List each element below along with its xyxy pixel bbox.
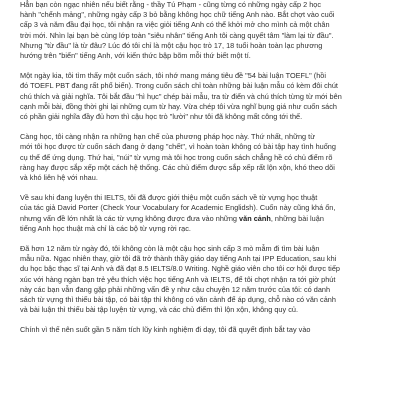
text-line-with-bold: nhưng vấn đề lớn nhất là các từ vựng không được đưa vào những văn cảnh, những bài luận — [20, 213, 324, 223]
text-line: mẫu nữa. Ngạc nhiên thay, giờ tôi đã trở thành thầy giáo dạy tiếng Anh tại IPP Education, sau khi — [20, 254, 337, 264]
text-line: và bài luận thì thiếu bài tập luyện từ vựng, và các chủ điểm thì lộn xộn, không quy củ. — [20, 305, 299, 315]
text-line: cụ thể để ứng dụng. Thứ hai, "núi" từ vựng mà tôi học trong cuốn sách chẳng hề có chủ điểm rõ — [20, 152, 333, 162]
text-line: du học bậc thạc sĩ tại Anh và đã đạt 8.5 IELTS/8.0 Writing. Nghề giáo viên cho tôi cơ hội được tiếp — [20, 264, 340, 274]
text-line: Hẳn bạn còn ngạc nhiên nếu biết rằng - thầy Tú Phạm - cũng từng có những ngày cấp 2 học — [20, 0, 322, 9]
text-line: Đã hơn 12 năm từ ngày đó, tôi không còn là một cậu học sinh cấp 3 mò mẫm đi tìm bài luận — [20, 244, 320, 254]
text-line: tiếng Anh học thuật mà chỉ là các bộ từ vựng rời rạc. — [20, 223, 191, 233]
text-line: Về sau khi đang luyện thi IELTS, tôi đã được giới thiệu một cuốn sách về từ vựng học thuật — [20, 193, 318, 203]
text-line: này các bạn vẫn đang gặp phải những vấn đề y như cậu chuyện 12 năm trước của tôi: có danh — [20, 284, 331, 294]
paragraph-2 — [20, 71, 380, 122]
text-line: trời mới. Nhìn lại bạn bè cùng lớp toàn "siêu nhân" tiếng Anh tôi càng quyết tâm "làm lại từ đầu". — [20, 30, 334, 40]
text-line: có phần giải nghĩa đầy đủ hơn thì cậu học trò "lười" như tôi đã không mất công tới thế. — [20, 112, 303, 122]
paragraph-4 — [20, 193, 380, 234]
text-line: Chính vì thế nên suốt gần 5 năm tích lũy kinh nghiệm đi dạy, tôi đã quyết định bắt tay vào — [20, 325, 311, 335]
text-line: Càng học, tôi càng nhận ra những hạn chế của phương pháp học này. Thứ nhất, những từ — [20, 132, 316, 142]
text-line: Một ngày kia, tôi tìm thấy một cuốn sách, tôi nhớ mang máng tiêu đề "54 bài luận TOEFL" (hồi — [20, 71, 327, 81]
bold-phrase: văn cảnh — [239, 213, 271, 223]
text-line: của tác giả David Porter (Check Your Vocabulary for Academic Englidsh). Cuốn này cũng khá ổn, — [20, 203, 336, 213]
text-line: cạnh mỗi bài, đồng thời ghi lại những cụm từ hay. Vừa chép tôi vừa nghĩ bụng giá như cuốn sách — [20, 101, 337, 111]
text-line: ràng hay được sắp xếp một cách hệ thống. Các chủ điểm được sắp xếp rất lộn xộn, khó theo dõi — [20, 162, 335, 172]
text-line: xúc với hàng ngàn bạn trẻ yêu thích việc học tiếng Anh và IELTS, để tôi chợt nhận ra tới giờ phút — [20, 274, 336, 284]
paragraph-5 — [20, 244, 380, 315]
text-line: cấp 3 và năm đầu đại học, tôi nhận ra việc giỏi tiếng Anh có thể khởi mở cho mình cả một chân — [20, 20, 330, 30]
text-line: và khó liên hệ với nhau. — [20, 173, 98, 183]
text-line: đó TOEFL PBT đang rất phổ biến). Trong cuốn sách chỉ toàn những bài luận mẫu có kèm đôi chút — [20, 81, 338, 91]
paragraph-3 — [20, 132, 380, 183]
paragraph-6 — [20, 325, 380, 335]
text-line: chú thích và giải nghĩa. Tôi bắt đầu "hì hục" chép bài mẫu, tra từ điển và chú thích từng từ mới bên — [20, 91, 342, 101]
paragraph-1 — [20, 0, 380, 61]
text-line: sách từ vựng thì thiếu bài tập, có bài tập thì không có văn cảnh để áp dụng, chỗ nào có văn cảnh — [20, 295, 336, 305]
text-line: hướng trên "biển" tiếng Anh, với kiến thức bập bõm mỗi thứ biết một tí. — [20, 51, 251, 61]
text-line: Nhưng "từ đầu" là từ đâu? Lúc đó tôi chỉ là một cậu học trò 17, 18 tuổi hoàn toàn lạc phương — [20, 40, 323, 50]
text-line: mới tôi học được từ cuốn sách đang ở dạng "chết", vì hoàn toàn không có bài tập hay tình huống — [20, 142, 336, 152]
text-line: hành "chểnh mảng", những ngày cấp 3 bỏ bằng không học chữ tiếng Anh nào. Bắt chợt vào cuối — [20, 10, 335, 20]
